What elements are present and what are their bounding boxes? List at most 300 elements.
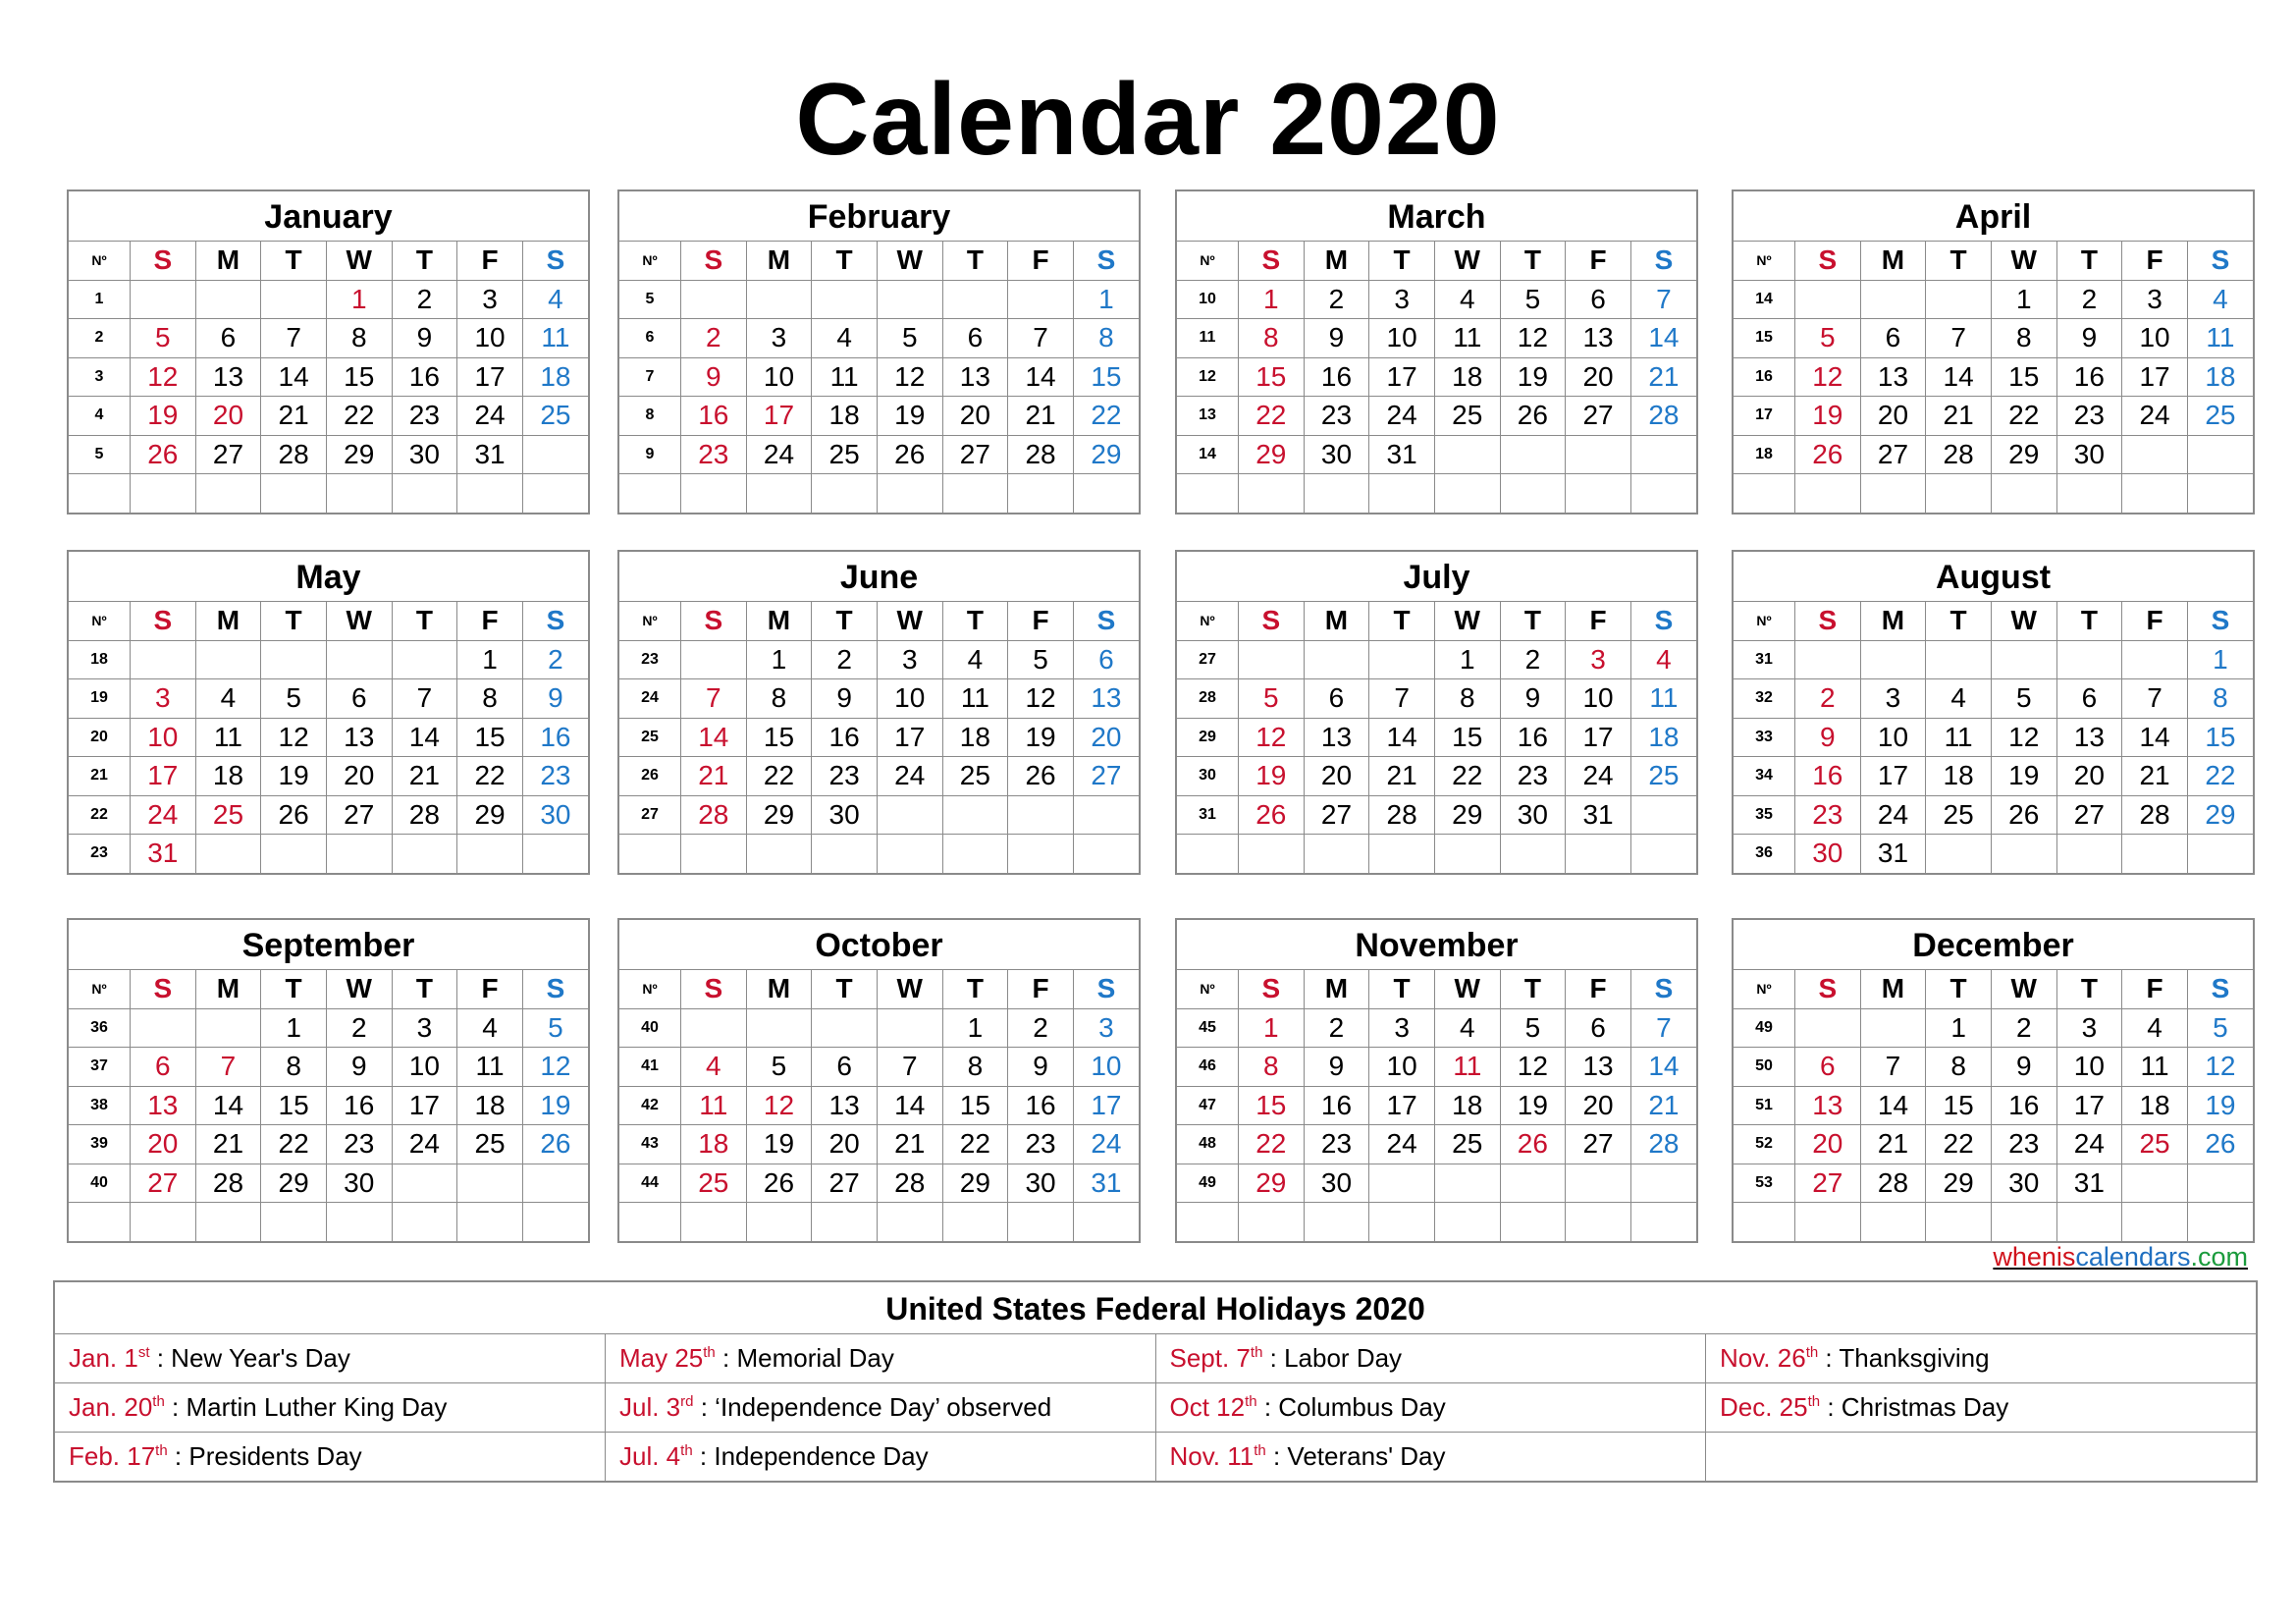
weekday-header: F xyxy=(1008,970,1074,1008)
holiday-name: : Independence Day xyxy=(692,1441,929,1471)
empty-cell xyxy=(1239,1203,1305,1241)
day-cell: 23 xyxy=(1304,1125,1369,1164)
day-cell: 12 xyxy=(131,357,196,397)
week-number: 24 xyxy=(619,679,681,719)
week-number: 22 xyxy=(69,795,131,835)
day-cell: 6 xyxy=(2056,679,2122,719)
day-cell: 2 xyxy=(1991,1008,2056,1048)
month-grid xyxy=(1734,602,2253,873)
week-number xyxy=(1177,1203,1239,1241)
weekday-header: S xyxy=(522,602,588,640)
day-cell: 20 xyxy=(812,1125,878,1164)
day-cell: 2 xyxy=(1795,679,1861,719)
empty-cell xyxy=(2187,835,2253,873)
day-cell: 25 xyxy=(1630,757,1696,796)
weekday-header: F xyxy=(1566,242,1631,280)
empty-cell xyxy=(1566,474,1631,513)
empty-cell xyxy=(392,1203,457,1241)
week-number: 40 xyxy=(69,1164,131,1203)
day-cell: 16 xyxy=(2056,357,2122,397)
day-cell: 4 xyxy=(2187,280,2253,319)
month-grid xyxy=(1734,970,2253,1241)
weekday-header: S xyxy=(681,242,747,280)
day-cell: 23 xyxy=(812,757,878,796)
empty-cell xyxy=(746,474,812,513)
day-cell: 17 xyxy=(1073,1086,1139,1125)
week-number-header: Nº xyxy=(1734,242,1795,280)
day-cell: 10 xyxy=(2122,319,2188,358)
day-cell: 22 xyxy=(1073,397,1139,436)
weekday-header: W xyxy=(877,602,942,640)
day-cell: 6 xyxy=(812,1048,878,1087)
day-cell: 11 xyxy=(942,679,1008,719)
weekday-header: F xyxy=(2122,970,2188,1008)
day-cell: 13 xyxy=(812,1086,878,1125)
weekday-header: M xyxy=(195,970,261,1008)
day-cell: 3 xyxy=(131,679,196,719)
weekday-header: M xyxy=(1304,242,1369,280)
holiday-name: : Thanksgiving xyxy=(1818,1343,1990,1373)
weekday-header: W xyxy=(1434,970,1500,1008)
empty-cell xyxy=(1073,795,1139,835)
day-cell: 3 xyxy=(1073,1008,1139,1048)
weekday-header: S xyxy=(522,242,588,280)
day-cell: 4 xyxy=(522,280,588,319)
month-grid xyxy=(69,602,588,873)
holiday-entry xyxy=(55,1383,606,1433)
day-cell: 7 xyxy=(261,319,327,358)
week-number: 13 xyxy=(1177,397,1239,436)
empty-cell xyxy=(457,1164,523,1203)
day-cell: 29 xyxy=(1073,435,1139,474)
empty-cell xyxy=(2056,1203,2122,1241)
week-number: 29 xyxy=(1177,718,1239,757)
empty-cell xyxy=(877,280,942,319)
empty-cell xyxy=(2122,640,2188,679)
day-cell: 28 xyxy=(1008,435,1074,474)
day-cell: 31 xyxy=(1073,1164,1139,1203)
empty-cell xyxy=(1926,474,1992,513)
weekday-header: T xyxy=(2056,970,2122,1008)
day-cell: 3 xyxy=(877,640,942,679)
day-cell: 5 xyxy=(1991,679,2056,719)
day-cell: 8 xyxy=(1991,319,2056,358)
day-cell: 31 xyxy=(131,835,196,873)
day-cell: 16 xyxy=(326,1086,392,1125)
empty-cell xyxy=(2056,835,2122,873)
holiday-date: Feb. 17 xyxy=(69,1441,156,1471)
day-cell: 6 xyxy=(1304,679,1369,719)
holiday-name: : Martin Luther King Day xyxy=(164,1392,448,1422)
day-cell: 11 xyxy=(1926,718,1992,757)
day-cell: 7 xyxy=(2122,679,2188,719)
empty-cell xyxy=(261,640,327,679)
day-cell: 28 xyxy=(1926,435,1992,474)
weekday-header: T xyxy=(261,970,327,1008)
day-cell: 2 xyxy=(326,1008,392,1048)
empty-cell xyxy=(942,835,1008,873)
empty-cell xyxy=(1991,640,2056,679)
holiday-entry xyxy=(55,1334,606,1383)
day-cell: 6 xyxy=(1566,1008,1631,1048)
week-number-header: Nº xyxy=(619,242,681,280)
day-cell: 30 xyxy=(1500,795,1566,835)
empty-cell xyxy=(2187,1203,2253,1241)
weekday-header: S xyxy=(1239,602,1305,640)
day-cell: 10 xyxy=(1369,319,1435,358)
day-cell: 29 xyxy=(746,795,812,835)
week-number: 42 xyxy=(619,1086,681,1125)
weekday-header: T xyxy=(392,970,457,1008)
weekday-header: T xyxy=(942,970,1008,1008)
empty-cell xyxy=(2122,1203,2188,1241)
empty-cell xyxy=(2122,474,2188,513)
day-cell: 27 xyxy=(1566,397,1631,436)
week-number: 50 xyxy=(1734,1048,1795,1087)
weekday-header: W xyxy=(1991,242,2056,280)
week-number xyxy=(619,1203,681,1241)
day-cell: 8 xyxy=(1926,1048,1992,1087)
day-cell: 11 xyxy=(1630,679,1696,719)
week-number: 26 xyxy=(619,757,681,796)
day-cell: 8 xyxy=(1434,679,1500,719)
holiday-date-suffix: th xyxy=(155,1442,168,1459)
day-cell: 5 xyxy=(131,319,196,358)
day-cell: 20 xyxy=(1795,1125,1861,1164)
month-name: January xyxy=(69,191,588,242)
month-february xyxy=(617,189,1141,514)
empty-cell xyxy=(1434,835,1500,873)
day-cell: 28 xyxy=(1369,795,1435,835)
month-april xyxy=(1732,189,2255,514)
week-number: 52 xyxy=(1734,1125,1795,1164)
day-cell: 25 xyxy=(1926,795,1992,835)
week-number: 17 xyxy=(1734,397,1795,436)
empty-cell xyxy=(2187,1164,2253,1203)
day-cell: 24 xyxy=(457,397,523,436)
week-number-header: Nº xyxy=(1177,602,1239,640)
holiday-entry xyxy=(1155,1383,1706,1433)
weekday-header: M xyxy=(195,602,261,640)
day-cell: 18 xyxy=(1434,1086,1500,1125)
empty-cell xyxy=(1500,835,1566,873)
day-cell: 1 xyxy=(746,640,812,679)
empty-cell xyxy=(681,835,747,873)
empty-cell xyxy=(522,1203,588,1241)
day-cell: 13 xyxy=(131,1086,196,1125)
day-cell: 25 xyxy=(942,757,1008,796)
weekday-header: T xyxy=(2056,602,2122,640)
day-cell: 24 xyxy=(877,757,942,796)
day-cell: 27 xyxy=(326,795,392,835)
weekday-header: T xyxy=(812,970,878,1008)
weekday-header: T xyxy=(1926,242,1992,280)
empty-cell xyxy=(1795,1203,1861,1241)
holiday-date: Dec. 25 xyxy=(1720,1392,1808,1422)
holiday-entry xyxy=(606,1383,1156,1433)
day-cell: 28 xyxy=(1630,397,1696,436)
day-cell: 31 xyxy=(1566,795,1631,835)
weekday-header: S xyxy=(1795,242,1861,280)
weekday-header: S xyxy=(2187,242,2253,280)
empty-cell xyxy=(1630,1164,1696,1203)
empty-cell xyxy=(261,835,327,873)
weekday-header: T xyxy=(392,602,457,640)
holiday-date-suffix: th xyxy=(1807,1393,1821,1410)
day-cell: 20 xyxy=(1304,757,1369,796)
empty-cell xyxy=(1630,835,1696,873)
day-cell: 19 xyxy=(261,757,327,796)
day-cell: 19 xyxy=(522,1086,588,1125)
day-cell: 14 xyxy=(2122,718,2188,757)
day-cell: 30 xyxy=(326,1164,392,1203)
day-cell: 17 xyxy=(1369,357,1435,397)
weekday-header: F xyxy=(457,242,523,280)
week-number: 5 xyxy=(619,280,681,319)
day-cell: 21 xyxy=(1926,397,1992,436)
day-cell: 24 xyxy=(1566,757,1631,796)
weekday-header: M xyxy=(1860,602,1926,640)
day-cell: 25 xyxy=(195,795,261,835)
weekday-header: W xyxy=(326,602,392,640)
empty-cell xyxy=(392,474,457,513)
day-cell: 22 xyxy=(326,397,392,436)
empty-cell xyxy=(746,280,812,319)
day-cell: 13 xyxy=(1566,1048,1631,1087)
week-number-header: Nº xyxy=(619,602,681,640)
holidays-row xyxy=(55,1383,2256,1433)
day-cell: 15 xyxy=(2187,718,2253,757)
day-cell: 24 xyxy=(392,1125,457,1164)
holiday-name: : Presidents Day xyxy=(167,1441,362,1471)
empty-cell xyxy=(2056,640,2122,679)
day-cell: 28 xyxy=(1630,1125,1696,1164)
empty-cell xyxy=(681,640,747,679)
day-cell: 15 xyxy=(261,1086,327,1125)
holiday-date-suffix: th xyxy=(1245,1393,1257,1410)
empty-cell xyxy=(1860,1008,1926,1048)
weekday-header: T xyxy=(812,602,878,640)
day-cell: 15 xyxy=(746,718,812,757)
weekday-header: S xyxy=(131,602,196,640)
day-cell: 26 xyxy=(1500,397,1566,436)
day-cell: 9 xyxy=(522,679,588,719)
weekday-header: S xyxy=(1073,242,1139,280)
day-cell: 17 xyxy=(1860,757,1926,796)
day-cell: 10 xyxy=(1860,718,1926,757)
day-cell: 16 xyxy=(1304,1086,1369,1125)
empty-cell xyxy=(1795,474,1861,513)
holiday-entry xyxy=(55,1433,606,1482)
day-cell: 12 xyxy=(2187,1048,2253,1087)
week-number: 23 xyxy=(69,835,131,873)
day-cell: 27 xyxy=(942,435,1008,474)
day-cell: 22 xyxy=(1434,757,1500,796)
empty-cell xyxy=(1630,1203,1696,1241)
day-cell: 21 xyxy=(261,397,327,436)
month-march xyxy=(1175,189,1698,514)
day-cell: 29 xyxy=(942,1164,1008,1203)
day-cell: 17 xyxy=(131,757,196,796)
day-cell: 19 xyxy=(1500,357,1566,397)
month-name: April xyxy=(1734,191,2253,242)
weekday-header: T xyxy=(1500,242,1566,280)
weekday-header: T xyxy=(1926,970,1992,1008)
weekday-header: M xyxy=(1860,242,1926,280)
empty-cell xyxy=(1434,1164,1500,1203)
day-cell: 24 xyxy=(2122,397,2188,436)
day-cell: 2 xyxy=(1500,640,1566,679)
empty-cell xyxy=(1991,474,2056,513)
day-cell: 30 xyxy=(812,795,878,835)
day-cell: 28 xyxy=(195,1164,261,1203)
day-cell: 25 xyxy=(2187,397,2253,436)
weekday-header: T xyxy=(392,242,457,280)
day-cell: 8 xyxy=(2187,679,2253,719)
day-cell: 25 xyxy=(681,1164,747,1203)
week-number xyxy=(69,474,131,513)
week-number: 3 xyxy=(69,357,131,397)
holiday-entry xyxy=(1706,1383,2257,1433)
empty-cell xyxy=(942,1203,1008,1241)
day-cell: 3 xyxy=(1369,1008,1435,1048)
empty-cell xyxy=(1008,795,1074,835)
day-cell: 2 xyxy=(2056,280,2122,319)
day-cell: 15 xyxy=(1239,1086,1305,1125)
day-cell: 14 xyxy=(195,1086,261,1125)
empty-cell xyxy=(392,835,457,873)
week-number: 27 xyxy=(619,795,681,835)
day-cell: 13 xyxy=(1860,357,1926,397)
empty-cell xyxy=(1239,835,1305,873)
day-cell: 25 xyxy=(1434,1125,1500,1164)
day-cell: 15 xyxy=(942,1086,1008,1125)
day-cell: 6 xyxy=(942,319,1008,358)
weekday-header: T xyxy=(1500,602,1566,640)
day-cell: 26 xyxy=(877,435,942,474)
day-cell: 1 xyxy=(1239,1008,1305,1048)
weekday-header: S xyxy=(1239,242,1305,280)
empty-cell xyxy=(681,280,747,319)
holiday-date: May 25 xyxy=(619,1343,704,1373)
site-credit-link[interactable] xyxy=(1963,1242,2248,1272)
week-number: 36 xyxy=(69,1008,131,1048)
week-number: 37 xyxy=(69,1048,131,1087)
week-number: 2 xyxy=(69,319,131,358)
day-cell: 3 xyxy=(392,1008,457,1048)
day-cell: 27 xyxy=(1304,795,1369,835)
day-cell: 15 xyxy=(1073,357,1139,397)
empty-cell xyxy=(1860,280,1926,319)
day-cell: 3 xyxy=(2056,1008,2122,1048)
weekday-header: W xyxy=(326,242,392,280)
day-cell: 12 xyxy=(522,1048,588,1087)
month-name: September xyxy=(69,920,588,970)
month-name: June xyxy=(619,552,1139,602)
day-cell: 22 xyxy=(1991,397,2056,436)
day-cell: 9 xyxy=(1304,319,1369,358)
day-cell: 12 xyxy=(1991,718,2056,757)
weekday-header: W xyxy=(877,970,942,1008)
day-cell: 21 xyxy=(1369,757,1435,796)
day-cell: 30 xyxy=(522,795,588,835)
empty-cell xyxy=(2122,435,2188,474)
month-name: February xyxy=(619,191,1139,242)
day-cell: 8 xyxy=(746,679,812,719)
page-title: Calendar 2020 xyxy=(795,63,1501,177)
empty-cell xyxy=(326,640,392,679)
day-cell: 12 xyxy=(261,718,327,757)
day-cell: 30 xyxy=(392,435,457,474)
holiday-entry xyxy=(1155,1433,1706,1482)
day-cell: 11 xyxy=(1434,1048,1500,1087)
day-cell: 5 xyxy=(1795,319,1861,358)
day-cell: 10 xyxy=(457,319,523,358)
day-cell: 7 xyxy=(1926,319,1992,358)
holiday-date: Sept. 7 xyxy=(1169,1343,1251,1373)
day-cell: 24 xyxy=(1073,1125,1139,1164)
empty-cell xyxy=(877,1008,942,1048)
day-cell: 17 xyxy=(2056,1086,2122,1125)
day-cell: 25 xyxy=(1434,397,1500,436)
day-cell: 13 xyxy=(1073,679,1139,719)
holiday-name: : Labor Day xyxy=(1262,1343,1403,1373)
empty-cell xyxy=(877,1203,942,1241)
day-cell: 25 xyxy=(812,435,878,474)
day-cell: 28 xyxy=(681,795,747,835)
day-cell: 19 xyxy=(1795,397,1861,436)
week-number xyxy=(619,835,681,873)
day-cell: 24 xyxy=(1860,795,1926,835)
holiday-date-suffix: th xyxy=(680,1442,693,1459)
day-cell: 30 xyxy=(1008,1164,1074,1203)
week-number-header: Nº xyxy=(1734,602,1795,640)
day-cell: 30 xyxy=(2056,435,2122,474)
empty-cell xyxy=(1926,1203,1992,1241)
site-credit-part-3: .com xyxy=(2190,1242,2248,1272)
day-cell: 26 xyxy=(2187,1125,2253,1164)
weekday-header: F xyxy=(2122,602,2188,640)
day-cell: 29 xyxy=(457,795,523,835)
day-cell: 4 xyxy=(1434,1008,1500,1048)
week-number: 9 xyxy=(619,435,681,474)
weekday-header: S xyxy=(522,970,588,1008)
day-cell: 23 xyxy=(2056,397,2122,436)
empty-cell xyxy=(261,280,327,319)
week-number: 20 xyxy=(69,718,131,757)
holiday-date: Oct 12 xyxy=(1169,1392,1246,1422)
day-cell: 16 xyxy=(681,397,747,436)
day-cell: 6 xyxy=(326,679,392,719)
month-grid xyxy=(1177,970,1696,1241)
empty-cell xyxy=(1795,280,1861,319)
empty-cell xyxy=(522,435,588,474)
day-cell: 12 xyxy=(877,357,942,397)
weekday-header: T xyxy=(942,602,1008,640)
day-cell: 13 xyxy=(326,718,392,757)
week-number: 47 xyxy=(1177,1086,1239,1125)
week-number: 23 xyxy=(619,640,681,679)
empty-cell xyxy=(2122,835,2188,873)
day-cell: 4 xyxy=(1630,640,1696,679)
empty-cell xyxy=(1073,835,1139,873)
week-number: 10 xyxy=(1177,280,1239,319)
empty-cell xyxy=(131,280,196,319)
month-name: October xyxy=(619,920,1139,970)
empty-cell xyxy=(1991,1203,2056,1241)
day-cell: 5 xyxy=(1008,640,1074,679)
day-cell: 27 xyxy=(1073,757,1139,796)
